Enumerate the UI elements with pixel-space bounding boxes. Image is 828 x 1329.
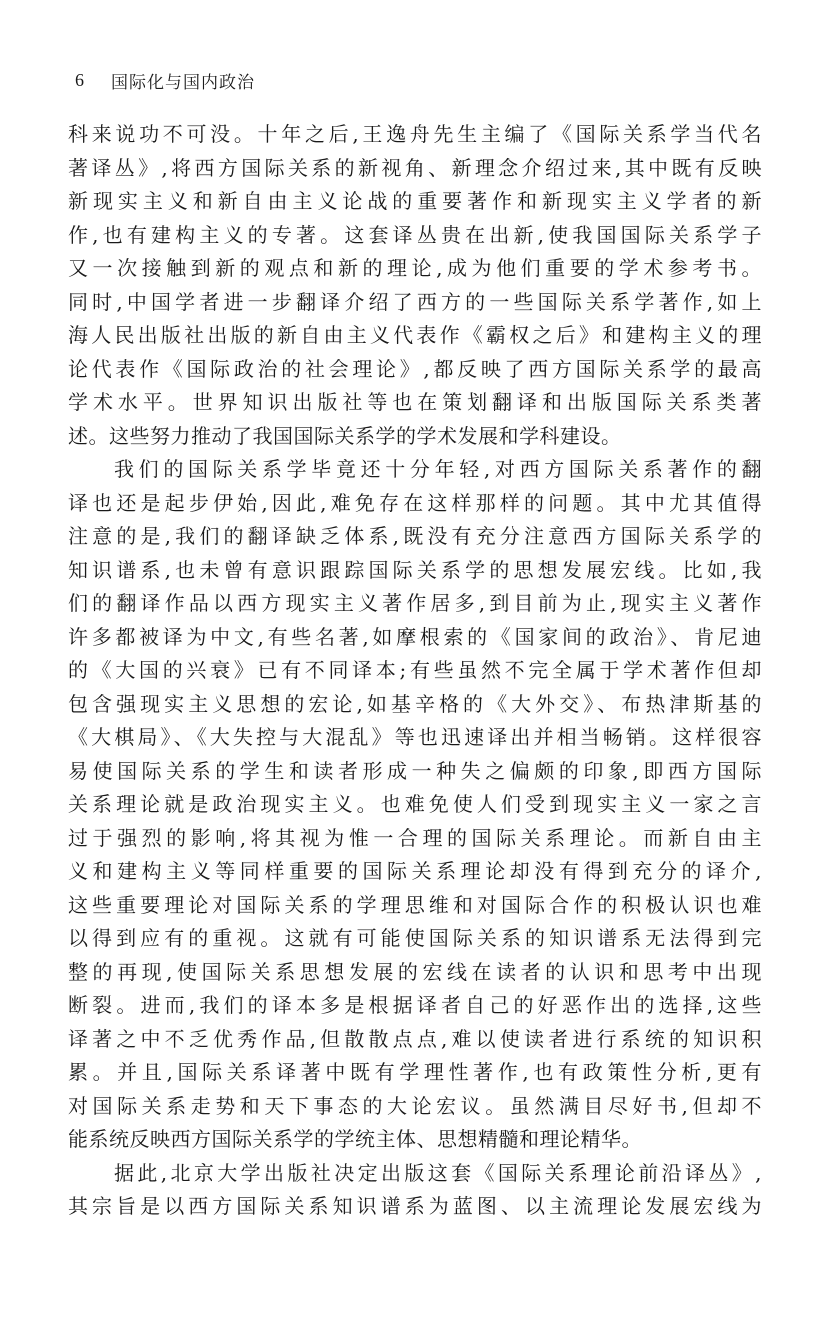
text-line: 们的翻译作品以西方现实主义著作居多,到目前为止,现实主义著作 (68, 591, 762, 615)
text-line: 著译丛》,将西方国际关系的新视角、新理念介绍过来,其中既有反映 (68, 155, 762, 180)
text-line: 易使国际关系的学生和读者形成一种失之偏颇的印象,即西方国际 (68, 758, 762, 783)
book-title: 国际化与国内政治 (111, 72, 255, 93)
text-line: 关系理论就是政治现实主义。也难免使人们受到现实主义一家之言 (68, 792, 762, 816)
text-line: 又一次接触到新的观点和新的理论,成为他们重要的学术参考书。 (68, 256, 762, 280)
text-line: 译著之中不乏优秀作品,但散散点点,难以使读者进行系统的知识积 (68, 1026, 762, 1051)
text-line: 以得到应有的重视。这就有可能使国际关系的知识谱系无法得到完 (68, 926, 762, 950)
running-header (75, 68, 255, 92)
text-line: 科来说功不可没。十年之后,王逸舟先生主编了《国际关系学当代名 (68, 122, 762, 146)
text-line: 义和建构主义等同样重要的国际关系理论却没有得到充分的译介, (68, 859, 762, 883)
text-line: 作,也有建构主义的专著。这套译丛贵在出新,使我国国际关系学子 (68, 222, 762, 247)
text-line: 的《大国的兴衰》已有不同译本;有些虽然不完全属于学术著作但却 (68, 658, 762, 682)
body-text (68, 118, 762, 1224)
text-line: 同时,中国学者进一步翻译介绍了西方的一些国际关系学著作,如上 (68, 289, 762, 314)
text-line: 能系统反映西方国际关系学的学统主体、思想精髓和理论精华。 (68, 1127, 642, 1151)
text-line: 海人民出版社出版的新自由主义代表作《霸权之后》和建构主义的理 (68, 323, 762, 347)
text-line: 其宗旨是以西方国际关系知识谱系为蓝图、以主流理论发展宏线为 (68, 1194, 762, 1218)
text-line: 述。这些努力推动了我国国际关系学的学术发展和学科建设。 (68, 423, 622, 448)
text-line: 累。并且,国际关系译著中既有学理性著作,也有政策性分析,更有 (68, 1060, 762, 1084)
text-line: 论代表作《国际政治的社会理论》,都反映了西方国际关系学的最高 (68, 356, 762, 381)
text-line: 新现实主义和新自由主义论战的重要著作和新现实主义学者的新 (68, 189, 762, 213)
text-line: 包含强现实主义思想的宏论,如基辛格的《大外交》、布热津斯基的 (68, 691, 762, 716)
text-line: 许多都被译为中文,有些名著,如摩根索的《国家间的政治》、肯尼迪 (68, 624, 762, 649)
text-line: 《大棋局》、《大失控与大混乱》等也迅速译出并相当畅销。这样很容 (68, 725, 762, 749)
text-line: 过于强烈的影响,将其视为惟一合理的国际关系理论。而新自由主 (68, 825, 762, 850)
text-line: 据此,北京大学出版社决定出版这套《国际关系理论前沿译丛》, (114, 1160, 762, 1185)
text-line: 学术水平。世界知识出版社等也在策划翻译和出版国际关系类著 (68, 390, 762, 414)
text-line: 译也还是起步伊始,因此,难免存在这样那样的问题。其中尤其值得 (68, 490, 762, 515)
text-line: 断裂。进而,我们的译本多是根据译者自己的好恶作出的选择,这些 (68, 993, 762, 1017)
page-number: 6 (75, 69, 85, 90)
text-line: 知识谱系,也未曾有意识跟踪国际关系学的思想发展宏线。比如,我 (68, 557, 762, 582)
text-line: 整的再现,使国际关系思想发展的宏线在读者的认识和思考中出现 (68, 959, 762, 984)
text-line: 这些重要理论对国际关系的学理思维和对国际合作的积极认识也难 (68, 892, 762, 917)
text-line: 注意的是,我们的翻译缺乏体系,既没有充分注意西方国际关系学的 (68, 524, 762, 548)
text-line: 对国际关系走势和天下事态的大论宏议。虽然满目尽好书,但却不 (68, 1093, 762, 1118)
text-line: 我们的国际关系学毕竟还十分年轻,对西方国际关系著作的翻 (114, 457, 762, 481)
